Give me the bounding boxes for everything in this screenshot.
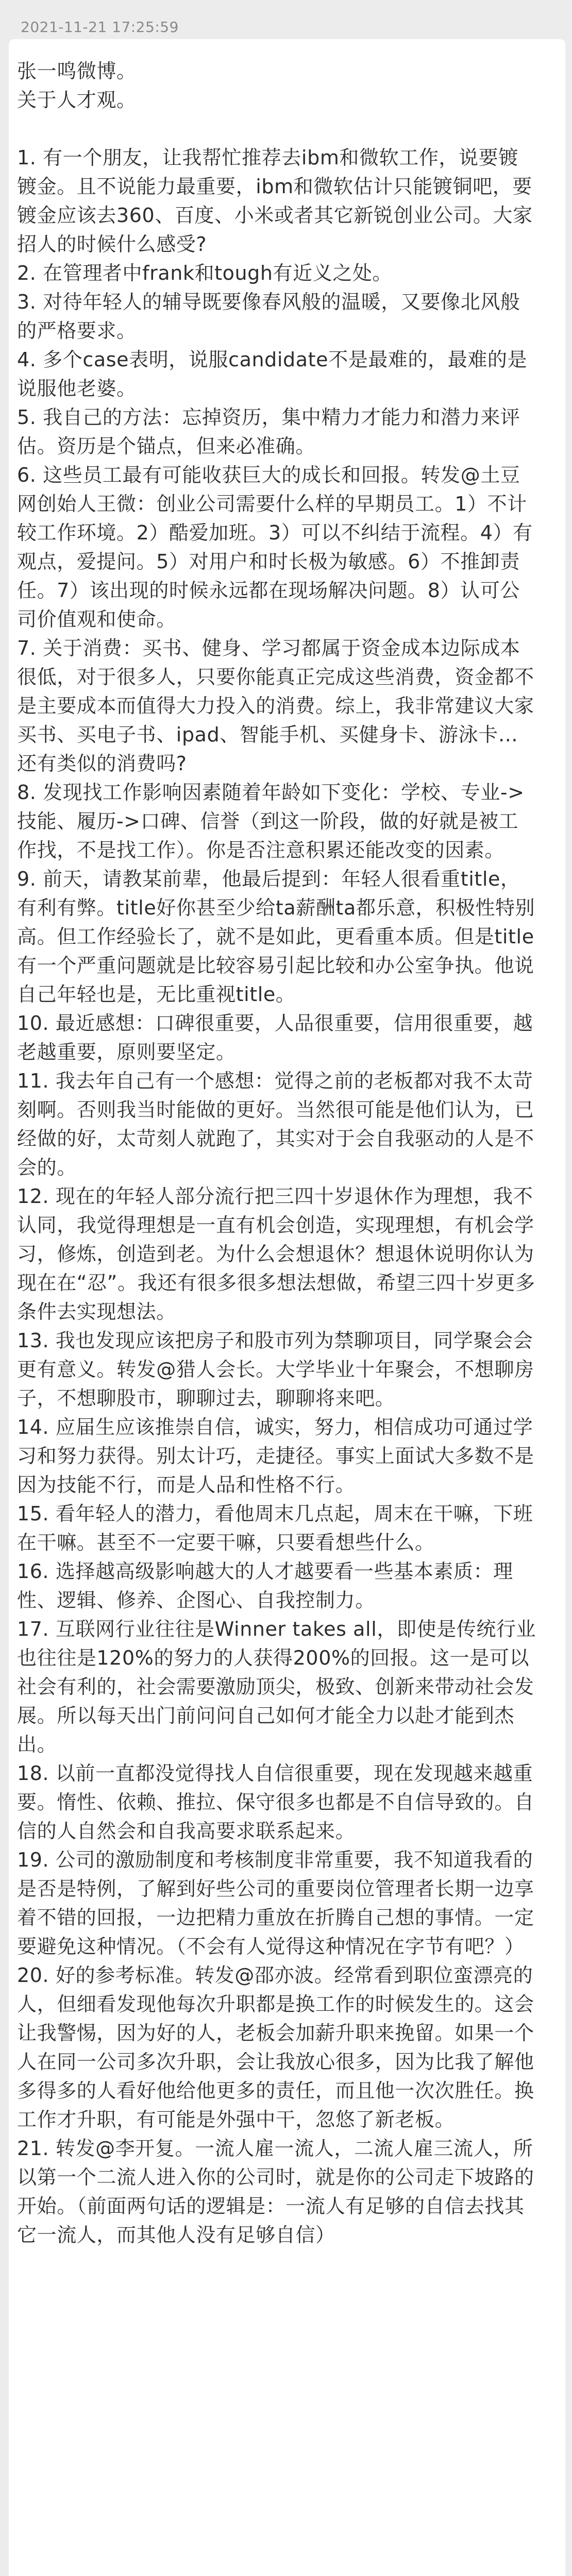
memo-paragraph-12: 12. 现在的年轻人部分流行把三四十岁退休作为理想，我不认同，我觉得理想是一直有机会创造，实现理想，有机会学习，修炼，创造到老。为什么会想退休？想退休说明你认为现在在“忍”。我还有很多很多想法想做，希望三四十岁更多条件去实现想法。 <box>17 1185 535 1323</box>
memo-subtitle: 关于人才观。 <box>17 89 137 111</box>
memo-paragraph-4: 4. 多个case表明，说服candidate不是最难的，最难的是说服他老婆。 <box>17 348 528 400</box>
memo-paragraph-20: 20. 好的参考标准。转发@邵亦波。经常看到职位蛮漂亮的人，但细看发现他每次升职都是换工作的时候发生的。这会让我警惕，因为好的人，老板会加薪升职来挽留。如果一个人在同一公司多次升职，会让我放心很多，因为比我了解他多得多的人看好他给他更多的责任，而且他一次次胜任。换工作才升职，有可能是外强中干，忽悠了新老板。 <box>17 1964 534 2131</box>
memo-paragraph-6: 6. 这些员工最有可能收获巨大的成长和回报。转发@土豆网创始人王微：创业公司需要什么样的早期员工。1）不计较工作环境。2）酷爱加班。3）可以不纠结于流程。4）有观点，爱提问。5）对用户和时长极为敏感。6）不推卸责任。7）该出现的时候永远都在现场解决问题。8）认可公司价值观和使命。 <box>17 464 533 631</box>
memo-title: 张一鸣微博。 <box>17 60 137 82</box>
memo-content <box>17 57 537 2249</box>
blank-line <box>17 114 537 143</box>
memo-paragraph-15: 15. 看年轻人的潜力，看他周末几点起，周末在干嘛，下班在干嘛。甚至不一定要干嘛，只要看想些什么。 <box>17 1502 533 1554</box>
memo-paragraph-14: 14. 应届生应该推崇自信，诚实，努力，相信成功可通过学习和努力获得。别太计巧，走捷径。事实上面试大多数不是因为技能不行，而是人品和性格不行。 <box>17 1416 534 1496</box>
memo-card <box>9 39 565 2576</box>
memo-paragraph-2: 2. 在管理者中frank和tough有近义之处。 <box>17 262 393 284</box>
memo-paragraph-9: 9. 前天，请教某前辈，他最后提到：年轻人很看重title，有利有弊。title好你甚至少给ta薪酬ta都乐意，积极性特别高。但工作经验长了，就不是如此，更看重本质。但是title有一个严重问题就是比较容易引起比较和办公室争执。他说自己年轻也是，无比重视title。 <box>17 868 535 1006</box>
memo-paragraph-11: 11. 我去年自己有一个感想：觉得之前的老板都对我不太苛刻啊。否则我当时能做的更好。当然很可能是他们认为，已经做的好，太苛刻人就跑了，其实对于会自我驱动的人是不会的。 <box>17 1070 534 1179</box>
memo-paragraph-1: 1. 有一个朋友，让我帮忙推荐去ibm和微软工作，说要镀镀金。且不说能力最重要，ibm和微软估计只能镀铜吧，要镀金应该去360、百度、小米或者其它新锐创业公司。大家招人的时候什么感受? <box>17 146 533 256</box>
memo-paragraph-16: 16. 选择越高级影响越大的人才越要看一些基本素质：理性、逻辑、修养、企图心、自我控制力。 <box>17 1560 513 1612</box>
memo-paragraph-3: 3. 对待年轻人的辅导既要像春风般的温暖，又要像北风般的严格要求。 <box>17 291 520 342</box>
memo-timestamp: 2021-11-21 17:25:59 <box>21 19 179 36</box>
memo-paragraph-21: 21. 转发@李开复。一流人雇一流人，二流人雇三流人，所以第一个二流人进入你的公司时，就是你的公司走下坡路的开始。（前面两句话的逻辑是：一流人有足够的自信去找其它一流人，而其他人没有足够自信） <box>17 2137 534 2246</box>
memo-paragraph-8: 8. 发现找工作影响因素随着年龄如下变化：学校、专业->技能、履历->口碑、信誉（到这一阶段，做的好就是被工作找，不是找工作）。你是否注意积累还能改变的因素。 <box>17 781 525 861</box>
memo-paragraph-17: 17. 互联网行业往往是Winner takes all，即使是传统行业也往往是120%的努力的人获得200%的回报。这一是可以社会有利的，社会需要激励顶尖，极致、创新来带动社会发展。所以每天出门前问问自己如何才能全力以赴才能到杰出。 <box>17 1618 536 1756</box>
memo-paragraph-7: 7. 关于消费：买书、健身、学习都属于资金成本边际成本很低，对于很多人，只要你能真正完成这些消费，资金都不是主要成本而值得大力投入的消费。综上，我非常建议大家买书、买电子书、ipad、智能手机、买健身卡、游泳卡…还有类似的消费吗? <box>17 637 534 775</box>
memo-paragraph-5: 5. 我自己的方法：忘掉资历，集中精力才能力和潜力来评估。资历是个锚点，但来必准确。 <box>17 406 520 457</box>
memo-paragraph-13: 13. 我也发现应该把房子和股市列为禁聊项目，同学聚会会更有意义。转发@猎人会长。大学毕业十年聚会，不想聊房子，不想聊股市，聊聊过去，聊聊将来吧。 <box>17 1329 534 1410</box>
memo-paragraph-10: 10. 最近感想：口碑很重要，人品很重要，信用很重要，越老越重要，原则要坚定。 <box>17 1012 533 1063</box>
memo-paragraph-18: 18. 以前一直都没觉得找人自信很重要，现在发现越来越重要。惰性、依赖、推拉、保守很多也都是不自信导致的。自信的人自然会和自我高要求联系起来。 <box>17 1762 534 1842</box>
memo-paragraph-19: 19. 公司的激励制度和考核制度非常重要，我不知道我看的是否是特例，了解到好些公司的重要岗位管理者长期一边享着不错的回报，一边把精力重放在折腾自己想的事情。一定要避免这种情况。（不会有人觉得这种情况在字节有吧？） <box>17 1849 534 1958</box>
